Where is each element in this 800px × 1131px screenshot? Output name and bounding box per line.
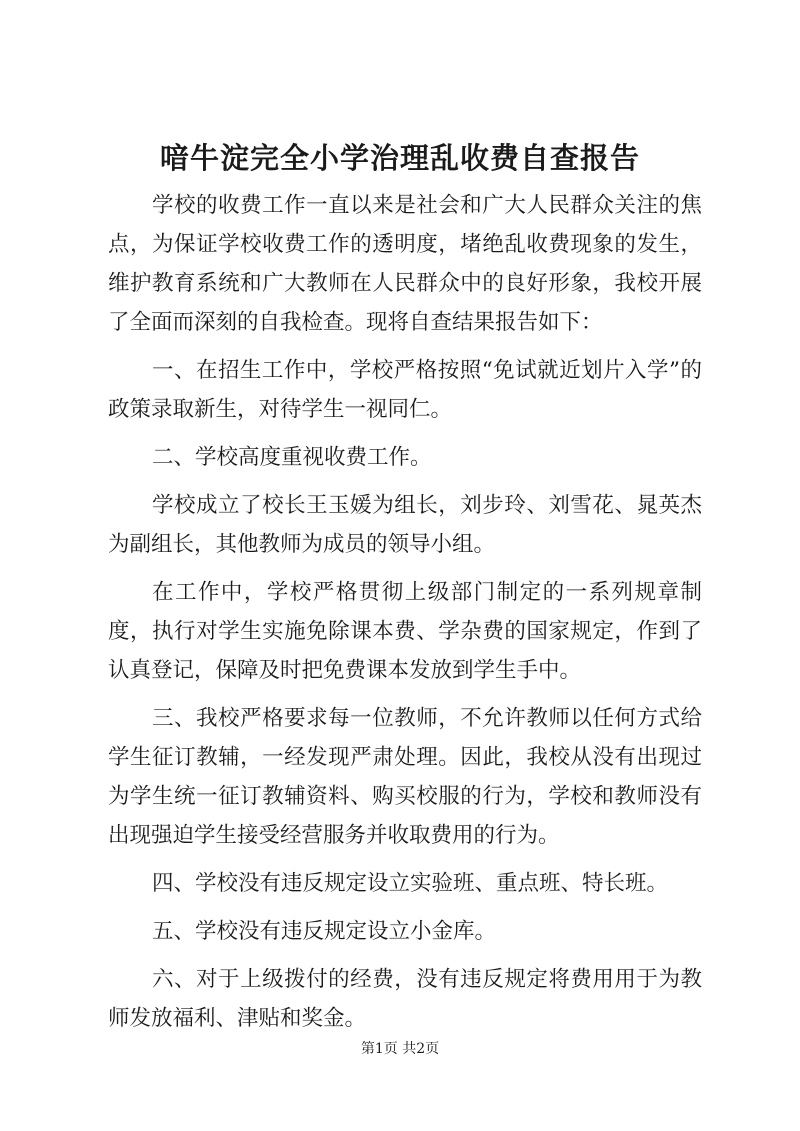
paragraph-item-4: 四、学校没有违反规定设立实验班、重点班、特长班。 (152, 871, 669, 896)
paragraph-intro: 学校的收费工作一直以来是社会和广大人民群众关注的焦点，为保证学校收费工作的透明度，堵绝乱收费现象的发生，维护教育系统和广大教师在人民群众中的良好形象，我校开展了全面而深刻的自我检查。现将自查结果报告如下： (108, 193, 702, 335)
document-body (108, 186, 702, 1047)
paragraph-regulations: 在工作中，学校严格贯彻上级部门制定的一系列规章制度，执行对学生实施免除课本费、学杂费的国家规定，作到了认真登记，保障及时把免费课本发放到学生手中。 (108, 580, 702, 683)
paragraph-leadership-group: 学校成立了校长王玉媛为组长，刘步玲、刘雪花、晁英杰为副组长，其他教师为成员的领导小组。 (108, 493, 702, 557)
paragraph-item-5: 五、学校没有违反规定设立小金库。 (152, 919, 497, 944)
page-number-footer: 第1页 共2页 (360, 1041, 440, 1057)
document-title: 喑牛淀完全小学治理乱收费自查报告 (159, 141, 640, 175)
paragraph-item-2: 二、学校高度重视收费工作。 (152, 445, 432, 470)
paragraph-item-1: 一、在招生工作中，学校严格按照“免试就近划片入学”的政策录取新生，对待学生一视同仁。 (108, 358, 702, 422)
paragraph-item-3: 三、我校严格要求每一位教师，不允许教师以任何方式给学生征订教辅，一经发现严肃处理。因此，我校从没有出现过为学生统一征订教辅资料、购买校服的行为，学校和教师没有出现强迫学生接受经营服务并收取费用的行为。 (108, 706, 702, 848)
paragraph-item-6: 六、对于上级拨付的经费，没有违反规定将费用用于为教师发放福利、津贴和奖金。 (108, 967, 702, 1031)
